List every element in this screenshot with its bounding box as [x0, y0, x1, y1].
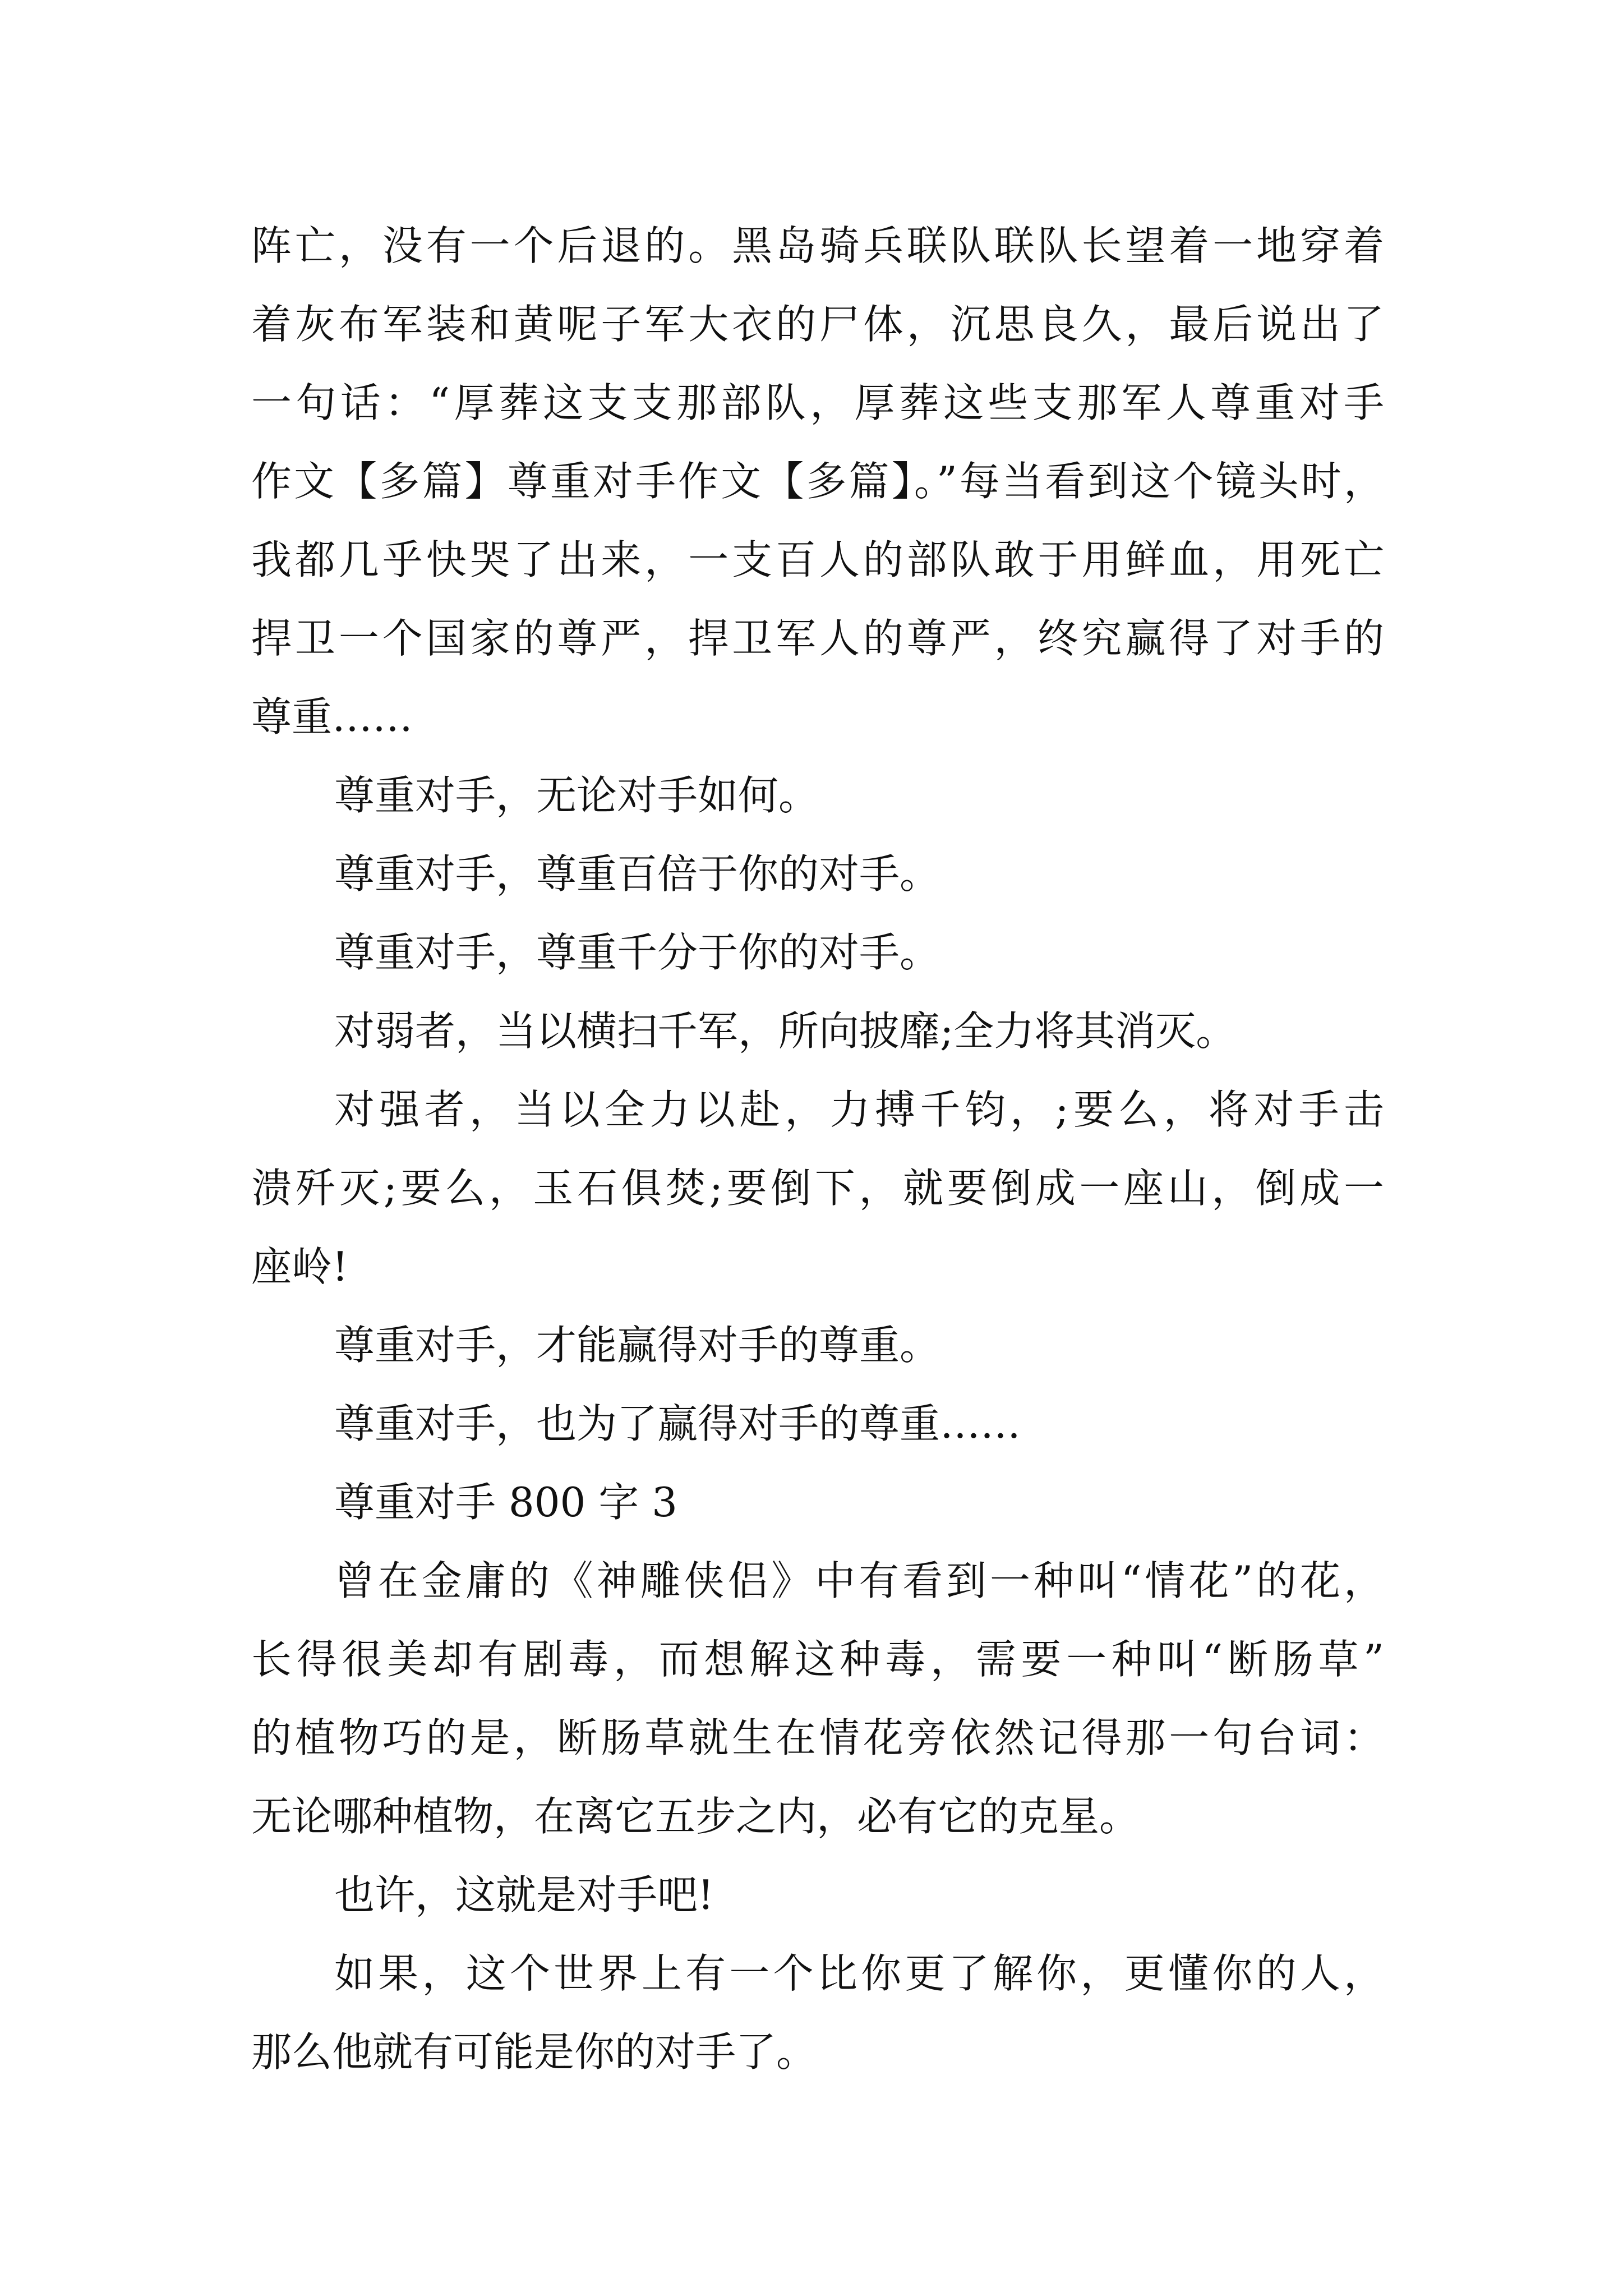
text-line: 溃歼灭;要么，玉石俱焚;要倒下，就要倒成一座山，倒成一: [251, 1165, 1384, 1212]
text-line: 尊重对手，尊重千分于你的对手。: [334, 929, 940, 976]
text-line: 尊重对手，才能赢得对手的尊重。: [334, 1322, 940, 1369]
text-line: 曾在金庸的《神雕侠侣》中有看到一种叫“情花”的花，: [334, 1557, 1384, 1604]
text-line: 尊重……: [251, 693, 413, 740]
text-line: 阵亡，没有一个后退的。黑岛骑兵联队联队长望着一地穿着: [251, 222, 1384, 269]
text-line: 一句话：“厚葬这支支那部队，厚葬这些支那军人尊重对手: [251, 379, 1384, 426]
text-line: 无论哪种植物，在离它五步之内，必有它的克星。: [251, 1793, 1140, 1840]
text-line: 也许，这就是对手吧!: [334, 1871, 714, 1918]
text-line: 对强者，当以全力以赴，力搏千钧，;要么，将对手击: [334, 1086, 1384, 1133]
text-line: 我都几乎快哭了出来，一支百人的部队敢于用鲜血，用死亡: [251, 536, 1384, 583]
text-line: 那么他就有可能是你的对手了。: [251, 2028, 817, 2076]
document-body: [251, 206, 1384, 2091]
text-line: 作文【多篇】尊重对手作文【多篇】。”每当看到这个镜头时，: [251, 458, 1384, 505]
text-line: 对弱者，当以横扫千军，所向披靡;全力将其消灭。: [334, 1007, 1237, 1055]
text-line: 着灰布军装和黄呢子军大衣的尸体，沉思良久，最后说出了: [251, 301, 1384, 348]
text-line: 长得很美却有剧毒，而想解这种毒，需要一种叫“断肠草”: [251, 1636, 1384, 1683]
text-line: 捍卫一个国家的尊严，捍卫军人的尊严，终究赢得了对手的: [251, 615, 1384, 662]
text-line: 的植物巧的是，断肠草就生在情花旁依然记得那一句台词：: [251, 1714, 1384, 1761]
text-line: 尊重对手，尊重百倍于你的对手。: [334, 850, 940, 898]
text-line: 尊重对手，无论对手如何。: [334, 772, 819, 819]
text-line: 尊重对手，也为了赢得对手的尊重……: [334, 1400, 1021, 1447]
text-line: 如果，这个世界上有一个比你更了解你，更懂你的人，: [334, 1950, 1384, 1997]
text-line: 尊重对手 800 字 3: [334, 1479, 677, 1526]
text-line: 座岭!: [251, 1243, 348, 1290]
